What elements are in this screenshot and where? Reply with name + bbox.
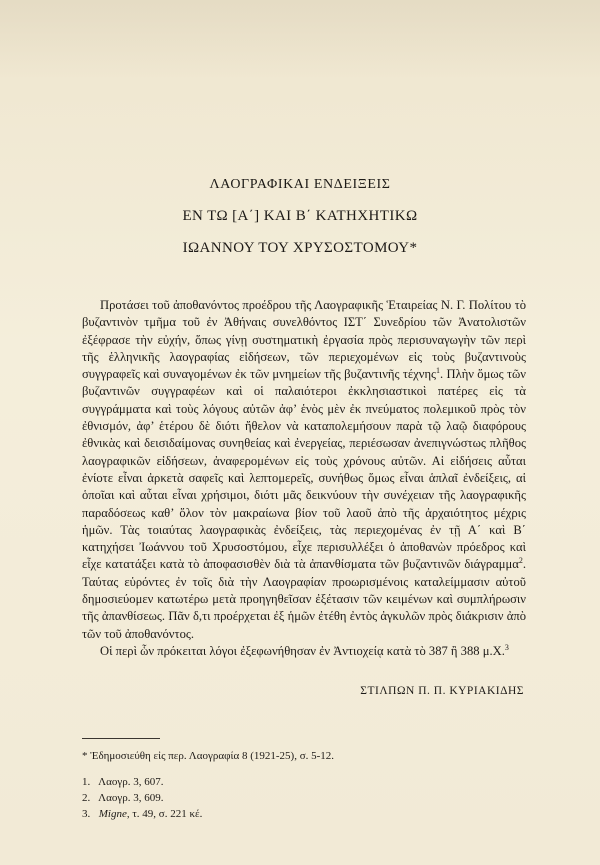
paragraph-1-text: Προτάσει τοῦ ἀποθανόντος προέδρου τῆς Λαογραφικῆς Ἑταιρείας Ν. Γ. Πολίτου τὸ βυζαντινὸν τμῆμα τοῦ ἐν Ἀθήναις συνελθόντος ΙΣΤ΄ Συνεδρίου τῶν Ἀνατολιστῶν ἐξέφρασε τὴν εὐχήν, ὅπως γίνῃ συστηματικὴ ἐργασία πρὸς περισυναγωγὴν τῶν περὶ τῆς ἑλληνικῆς λαογραφίας εἰδήσεων, τῶν περιεχομένων εἰς τοὺς βυζαντινοὺς συγγραφεῖς καὶ συναγομένων ἐκ τῶν μνημείων τῆς βυζαντινῆς τέχνης — [82, 298, 526, 382]
article-title — [80, 176, 520, 257]
footnote-1-number: 1. — [82, 776, 91, 788]
footnote-2 — [82, 790, 526, 806]
footnote-star: * Ἐδημοσιεύθη εἰς περ. Λαογραφία 8 (1921-25), σ. 5-12. — [82, 750, 335, 762]
footnote-ref-2: 2 — [518, 556, 523, 566]
paragraph-1 — [82, 297, 526, 643]
show-through-band — [0, 0, 600, 80]
footnote-3 — [82, 806, 526, 822]
footnote-3-text: , τ. 49, σ. 221 κέ. — [126, 808, 203, 820]
paragraph-2 — [82, 643, 526, 660]
paragraph-2-text: Οἱ περὶ ὧν πρόκειται λόγοι ἐξεφωνήθησαν ἐν Ἀντιοχείᾳ κατὰ τὸ 387 ἢ 388 μ.Χ. — [100, 643, 505, 658]
title-line-1: ΛΑΟΓΡΑΦΙΚΑΙ ΕΝΔΕΙΞΕΙΣ — [209, 177, 391, 192]
paragraph-1-text-end: . Ταύτας εὑρόντες ἐν τοῖς διὰ τὴν Λαογραφίαν προωρισμένοις καταλείμμασιν αὐτοῦ δημοσιεύομεν κατωτέρω μετὰ προηγηθεῖσαν ἐξέτασιν τῶν κειμένων καὶ συμπλήρωσιν τῆς ἀπανθίσεως. Πᾶν δ,τι προέρχεται ἐξ ἡμῶν ἐτέθη ἐντὸς ἀγκυλῶν πρὸς διάκρισιν ἀπὸ τῶν τοῦ ἀποθανόντος. — [82, 557, 526, 641]
title-line-3: ΙΩΑΝΝΟΥ ΤΟΥ ΧΡΥΣΟΣΤΟΜΟΥ* — [182, 240, 418, 256]
footnote-1 — [82, 774, 526, 790]
article-body — [82, 297, 526, 660]
footnote-3-source: Migne — [98, 808, 127, 820]
footnote-1-text: Λαογρ. 3, 607. — [98, 776, 164, 788]
footnotes — [82, 748, 526, 822]
footnote-2-text: Λαογρ. 3, 609. — [98, 792, 164, 804]
title-line-2: ΕΝ ΤΩ [Α΄] ΚΑΙ Β΄ ΚΑΤΗΧΗΤΙΚΩ — [182, 208, 418, 224]
author-signature: ΣΤΙΛΠΩΝ Π. Π. ΚΥΡΙΑΚΙΔΗΣ — [360, 685, 524, 697]
footnote-3-number: 3. — [82, 808, 91, 820]
paragraph-1-text-cont: . Πλὴν ὅμως τῶν βυζαντινῶν συγγραφέων καὶ οἱ παλαιότεροι ἐκκλησιαστικοὶ πατέρες εἰς τὰ συγγράμματα καὶ τοὺς λόγους αὐτῶν ἀφ’ ἑνὸς μὲν ἐκ πνεύματος πολεμικοῦ πρὸς τὸν ἐθνισμόν, ἀφ’ ἑτέρου δὲ διότι ἤθελον νὰ καταπολεμήσουν παρὰ τῷ λαῷ διαφόρους ἐθνικὰς καὶ δεισιδαίμονας συνηθείας καὶ ἐνεργείας, περιέσωσαν ἀνεπιγνώστως πλῆθος λαογραφικῶν εἰδήσεων, ἀναφερομένων εἰς τοὺς χρόνους αὐτῶν. Αἱ εἰδήσεις αὗται ἐνίοτε εἶναι ἀρκετὰ σαφεῖς καὶ λεπτομερεῖς, συνήθως ὅμως εἶναι ἁπλαῖ ἐνδείξεις, αἱ ὁποῖαι καὶ αὗται εἶναι χρήσιμοι, διότι μᾶς δεικνύουν τὴν συνέχειαν τῆς λαογραφικῆς παραδόσεως καθ’ ὅλον τὸν μακραίωνα βίον τοῦ λαοῦ ἀπὸ τῆς ἀρχαιότητος μέχρις ἡμῶν. Τὰς τοιαύτας λαογραφικὰς ἐνδείξεις, τὰς περιεχομένας ἐν τῇ Α΄ καὶ Β΄ κατηχήσει Ἰωάννου τοῦ Χρυσοστόμου, εἶχε περισυλλέξει ὁ ἀποθανὼν πρόεδρος καὶ εἶχε κατατάξει κατὰ τὸ ἀποφασισθὲν διὰ τὰ ἀπανθίσματα τῶν βυζαντινῶν διάγραμμα — [82, 367, 526, 572]
footnote-2-number: 2. — [82, 792, 91, 804]
footnote-ref-1: 1 — [436, 366, 441, 375]
footnote-ref-3: 3 — [504, 642, 509, 652]
footnote-rule — [82, 738, 160, 739]
